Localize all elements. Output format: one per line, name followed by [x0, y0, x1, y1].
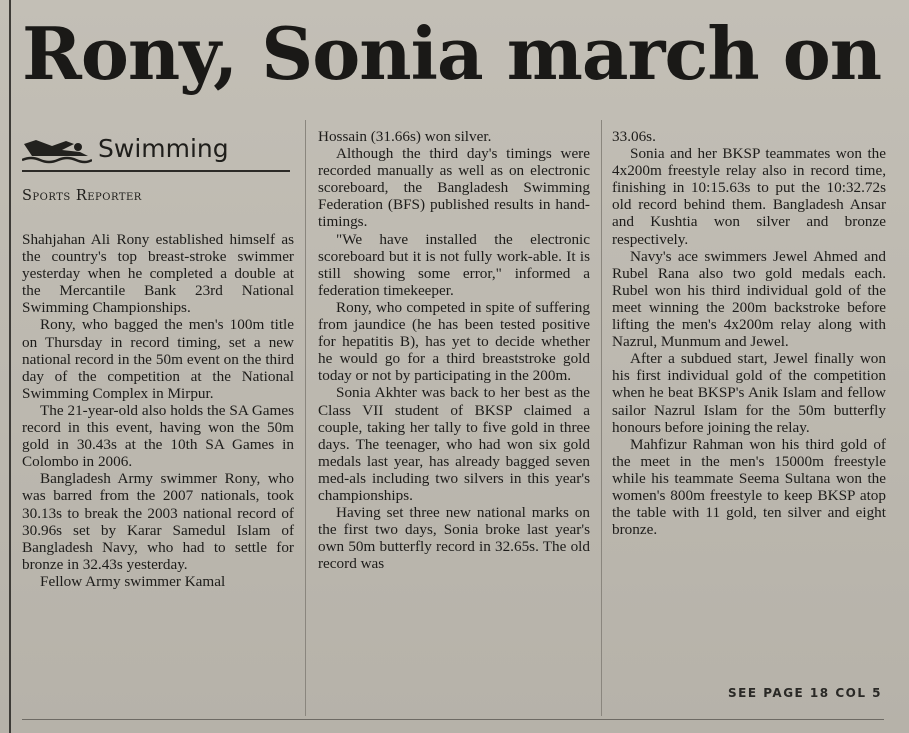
left-column-rule: [9, 0, 11, 733]
paragraph: Bangladesh Army swimmer Rony, who was barred from the 2007 nationals, took 30.13s to break the 2003 national record of 30.96s set by Karar Samedul Islam of Bangladesh Navy, who had to settle for bronze in 32.43s yesterday.: [22, 470, 294, 573]
paragraph: The 21-year-old also holds the SA Games record in this event, having won the 50m gold in 30.43s at the 10th SA Games in Colombo in 2006.: [22, 401, 294, 471]
paragraph: "We have installed the electronic scoreboard but it is not fully work-able. It is still showing some error," informed a federation timekeeper.: [318, 230, 590, 299]
byline: Sports Reporter: [22, 188, 142, 204]
headline: Rony, Sonia march on: [22, 11, 882, 96]
article-column-3: [612, 128, 886, 538]
paragraph: Mahfizur Rahman won his third gold of the meet in the men's 15000m freestyle while his teammate Seema Sultana won the women's 800m freestyle to keep BKSP atop the table with 11 gold, ten silver and eight bronze.: [612, 435, 886, 539]
paragraph: Although the third day's timings were recorded manually as well as on electronic scoreboard, the Bangladesh Swimming Federation (BFS) published results in hand-timings.: [318, 145, 590, 231]
column-1: [22, 0, 294, 733]
swimmer-icon: [22, 138, 92, 164]
paragraph: Sonia and her BKSP teammates won the 4x200m freestyle relay also in record time, finishing in 10:15.63s to put the 10:32.72s old record behind them. Bangladesh Ansar and Kushtia won silver and bronze respectively.: [612, 145, 886, 248]
paragraph: Navy's ace swimmers Jewel Ahmed and Rubel Rana also two gold medals each. Rubel won his third individual gold of the meet winning the 200m backstroke before lifting the men's 4x200m relay along with Nazrul, Munmum and Jewel.: [612, 247, 886, 351]
paragraph: Hossain (31.66s) won silver.: [318, 128, 492, 145]
paragraph: Having set three new national marks on the first two days, Sonia broke last year's own 50m butterfly record in 32.65s. The old record was: [318, 504, 590, 573]
bottom-rule: [22, 719, 884, 720]
section-label: Swimming: [98, 134, 229, 163]
paragraph: Shahjahan Ali Rony established himself as the country's top breast-stroke swimmer yesterday when he completed a double at the Mercantile Bank 23rd National Swimming Championships.: [22, 231, 294, 317]
article-column-1: [22, 231, 294, 590]
column-3: [612, 0, 886, 733]
article-column-2: [318, 128, 590, 572]
section-kicker: [22, 130, 290, 172]
column-2: [318, 0, 590, 733]
paragraph: Sonia Akhter was back to her best as the Class VII student of BKSP claimed a couple, taking her tally to five gold in three days. The teenager, who had won six gold medals last year, has already bagged seven med-als including two silvers in this year's championships.: [318, 384, 590, 504]
paragraph: Rony, who competed in spite of suffering from jaundice (he has been tested positive for hepatitis B), has yet to decide whether he would go for a third breaststroke gold today or not by participating in the 200m.: [318, 298, 590, 385]
paragraph: After a subdued start, Jewel finally won his first individual gold of the competition when he beat BKSP's Anik Islam and fellow sailor Nazrul Islam for the 50m butterfly honours before joining the relay.: [612, 350, 886, 436]
column-divider: [305, 120, 306, 716]
paragraph: 33.06s.: [612, 128, 656, 145]
jump-reference: SEE PAGE 18 COL 5: [728, 686, 882, 700]
column-divider: [601, 120, 602, 716]
paragraph: Fellow Army swimmer Kamal: [40, 572, 226, 590]
paragraph: Rony, who bagged the men's 100m title on Thursday in record timing, set a new national record in the 50m event on the third day of the competition at the National Swimming Complex in Mirpur.: [22, 316, 294, 402]
